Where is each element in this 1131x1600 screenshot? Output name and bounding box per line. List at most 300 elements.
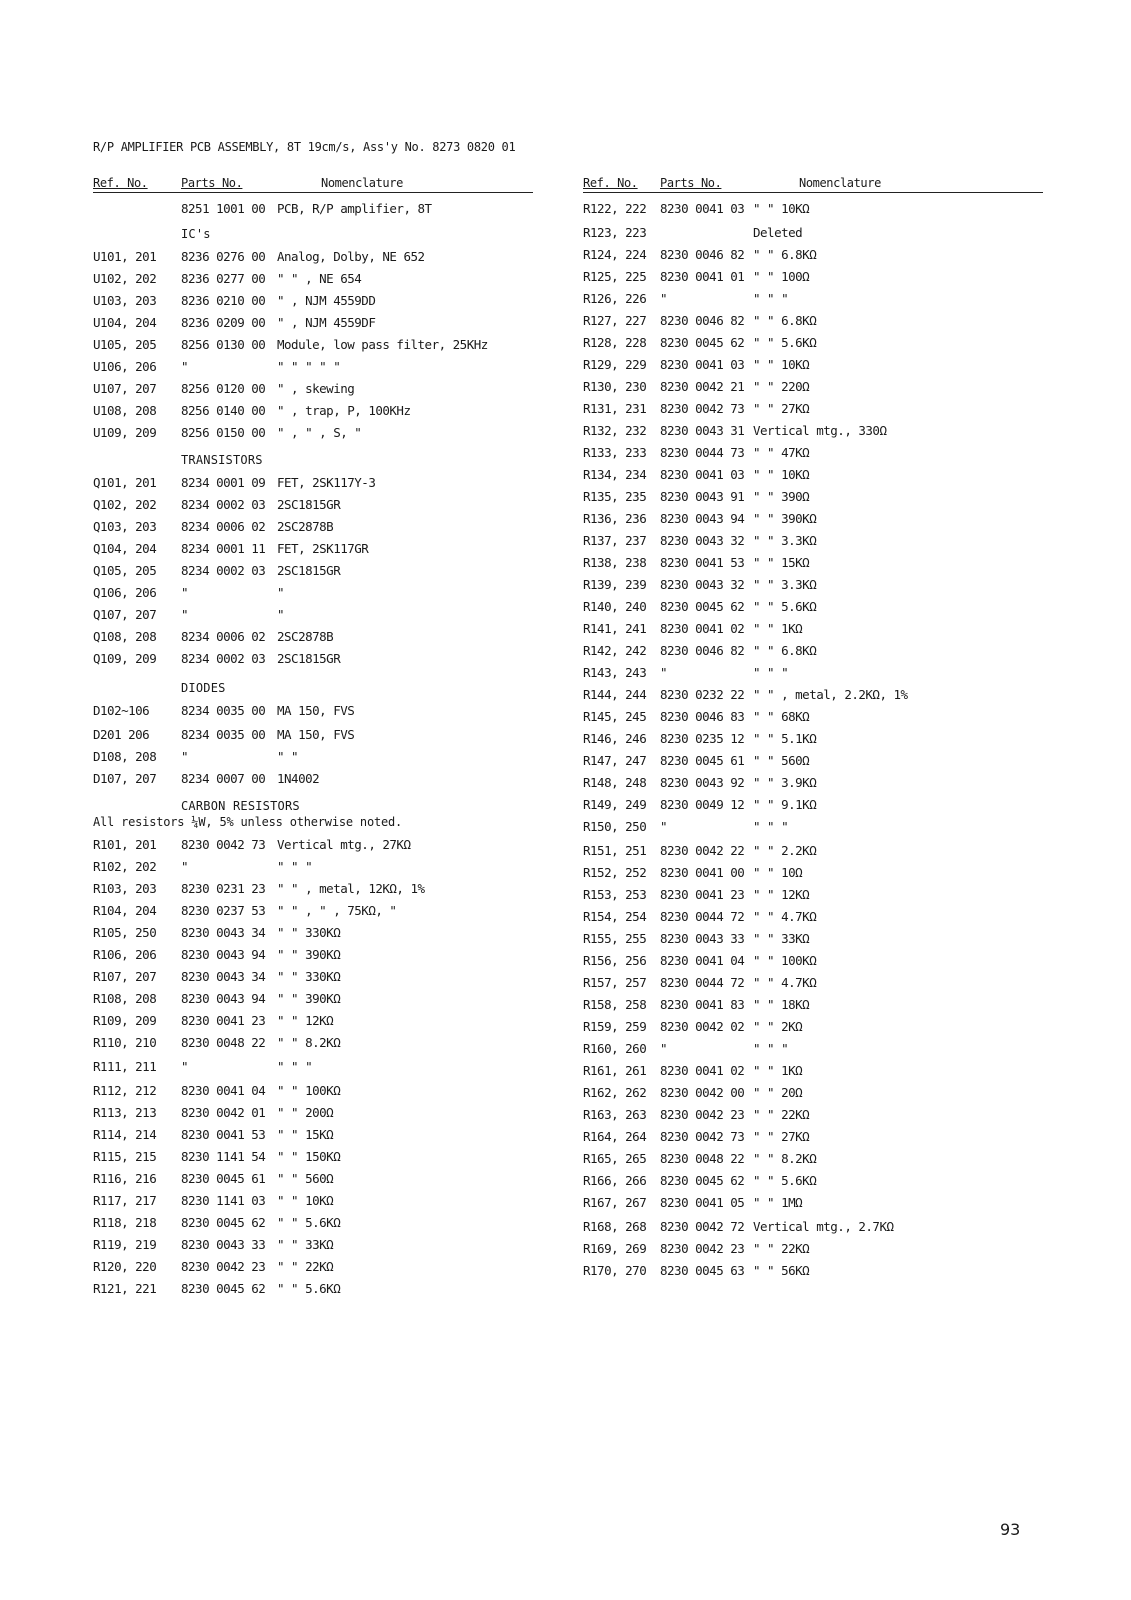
parts-rows-right [583,201,1043,1285]
ref-no: Q109, 209 [93,651,157,666]
parts-row [93,1281,533,1303]
parts-row [93,519,533,541]
ref-no: R106, 206 [93,947,157,962]
ref-no: R158, 258 [583,997,647,1012]
parts-no: 8234 0006 02 [181,519,266,534]
parts-row [93,749,533,771]
parts-row [93,1259,533,1281]
page-title: R/P AMPLIFIER PCB ASSEMBLY, 8T 19cm/s, Ass'y No. 8273 0820 01 [93,140,516,154]
parts-row [583,1195,1043,1219]
parts-row [93,727,533,749]
nomenclature: " " 1KΩ [753,1063,803,1078]
parts-no: 8234 0002 03 [181,563,266,578]
nomenclature: " " 68KΩ [753,709,810,724]
parts-row [93,563,533,585]
ref-no: R128, 228 [583,335,647,350]
ref-no: R150, 250 [583,819,647,834]
nomenclature: " " 4.7KΩ [753,975,817,990]
parts-row [583,269,1043,291]
nomenclature: " " 22KΩ [277,1259,334,1274]
ref-no: R165, 265 [583,1151,647,1166]
parts-no: 8230 0041 04 [660,953,745,968]
nomenclature: Module, low pass filter, 25KHz [277,337,488,352]
parts-no: 8230 0041 03 [660,201,745,216]
nomenclature: " , NJM 4559DF [277,315,376,330]
header-parts-no: Parts No. [181,176,243,190]
nomenclature: " " 6.8KΩ [753,247,817,262]
ref-no: U104, 204 [93,315,157,330]
ref-no: R103, 203 [93,881,157,896]
parts-row [93,629,533,651]
nomenclature: " " 3.3KΩ [753,533,817,548]
parts-row [583,797,1043,819]
nomenclature: " " 2KΩ [753,1019,803,1034]
ref-no: R148, 248 [583,775,647,790]
nomenclature: " " 330KΩ [277,925,341,940]
column-header [93,176,533,193]
header-nomenclature: Nomenclature [799,176,881,190]
parts-no: 8230 0042 23 [181,1259,266,1274]
ref-no: Q103, 203 [93,519,157,534]
nomenclature: 2SC2878B [277,629,334,644]
parts-no: 8230 0041 01 [660,269,745,284]
parts-row [583,1019,1043,1041]
nomenclature: " " " [753,291,789,306]
parts-row [93,337,533,359]
ref-no: R157, 257 [583,975,647,990]
nomenclature: " " 5.6KΩ [753,599,817,614]
ref-no: R111, 211 [93,1059,157,1074]
parts-no: 8230 0045 62 [181,1281,266,1296]
nomenclature: " " " [277,859,313,874]
parts-row [93,1105,533,1127]
ref-no: D102~106 [93,703,150,718]
nomenclature: " " [277,749,299,764]
parts-no: 8236 0209 00 [181,315,266,330]
parts-no: 8234 0006 02 [181,629,266,644]
ref-no: R138, 238 [583,555,647,570]
parts-row [583,909,1043,931]
nomenclature: 2SC1815GR [277,651,341,666]
ref-no: R109, 209 [93,1013,157,1028]
parts-no: 8256 0130 00 [181,337,266,352]
parts-no: 8230 0044 72 [660,975,745,990]
parts-no: 8230 0042 23 [660,1241,745,1256]
parts-no: 8230 0043 33 [181,1237,266,1252]
column-header [583,176,1043,193]
parts-row [93,1059,533,1083]
parts-no: 8230 0046 83 [660,709,745,724]
nomenclature: 2SC2878B [277,519,334,534]
parts-no: 8230 0043 34 [181,925,266,940]
nomenclature: " , skewing [277,381,355,396]
nomenclature: " , NJM 4559DD [277,293,376,308]
header-ref-no: Ref. No. [583,176,638,190]
parts-no: 8230 0043 94 [660,511,745,526]
ref-no: Q104, 204 [93,541,157,556]
nomenclature: " " 27KΩ [753,401,810,416]
ref-no: R130, 230 [583,379,647,394]
parts-row [93,381,533,403]
nomenclature: " " 56KΩ [753,1263,810,1278]
nomenclature: " " 100KΩ [753,953,817,968]
parts-row [93,249,533,271]
parts-list-right-column [583,176,1043,1285]
nomenclature: FET, 2SK117Y-3 [277,475,376,490]
ref-no: R159, 259 [583,1019,647,1034]
parts-row [93,585,533,607]
parts-no: 8236 0210 00 [181,293,266,308]
parts-no: 8256 0140 00 [181,403,266,418]
parts-no: 8230 0045 63 [660,1263,745,1278]
ref-no: R160, 260 [583,1041,647,1056]
parts-no: 8230 0048 22 [181,1035,266,1050]
parts-row [93,703,533,727]
nomenclature: " " 150KΩ [277,1149,341,1164]
nomenclature: " " 3.3KΩ [753,577,817,592]
parts-row [583,445,1043,467]
section-heading: CARBON RESISTORS [181,799,300,813]
parts-no: 8230 0043 32 [660,577,745,592]
parts-no: 8230 0041 02 [660,621,745,636]
parts-row [93,403,533,425]
parts-row [583,489,1043,511]
parts-row [583,225,1043,247]
parts-no: 8230 0041 03 [660,357,745,372]
parts-row [583,1041,1043,1063]
parts-no: 8234 0035 00 [181,727,266,742]
ref-no: U105, 205 [93,337,157,352]
ref-no: Q107, 207 [93,607,157,622]
parts-row [583,1241,1043,1263]
nomenclature: " " " [753,1041,789,1056]
parts-row [93,925,533,947]
parts-no: 8230 0042 22 [660,843,745,858]
ref-no: R151, 251 [583,843,647,858]
ref-no: Q101, 201 [93,475,157,490]
parts-no: 8251 1001 00 [181,201,266,216]
parts-no: 8234 0007 00 [181,771,266,786]
parts-row [583,621,1043,643]
parts-row [93,947,533,969]
parts-no: 8230 0042 73 [181,837,266,852]
parts-no: 8230 0041 00 [660,865,745,880]
parts-row [583,865,1043,887]
parts-row [583,843,1043,865]
ref-no: U107, 207 [93,381,157,396]
parts-no: 8230 0045 61 [660,753,745,768]
nomenclature: MA 150, FVS [277,703,355,718]
nomenclature: " " 6.8KΩ [753,643,817,658]
nomenclature: " " 390KΩ [277,991,341,1006]
parts-row [93,859,533,881]
ref-no: R122, 222 [583,201,647,216]
parts-row [583,1173,1043,1195]
parts-row [93,881,533,903]
parts-row [93,293,533,315]
parts-no: " [181,859,189,874]
ref-no: R101, 201 [93,837,157,852]
parts-row [93,475,533,497]
nomenclature: " [277,585,285,600]
ref-no: D107, 207 [93,771,157,786]
parts-row [583,533,1043,555]
parts-no: 8234 0002 03 [181,497,266,512]
ref-no: R126, 226 [583,291,647,306]
nomenclature: " " " [753,665,789,680]
nomenclature: " " 12KΩ [753,887,810,902]
parts-row [583,775,1043,797]
parts-no: 8230 0041 53 [181,1127,266,1142]
parts-row [583,357,1043,379]
parts-row [583,753,1043,775]
ref-no: All resistors ¼W, 5% unless otherwise noted. [93,815,403,829]
parts-row [583,555,1043,577]
ref-no: R131, 231 [583,401,647,416]
nomenclature: " " 5.6KΩ [753,335,817,350]
section-heading: TRANSISTORS [181,453,263,467]
parts-row [93,969,533,991]
parts-no: 8230 1141 54 [181,1149,266,1164]
nomenclature: " " 100Ω [753,269,810,284]
ref-no: R167, 267 [583,1195,647,1210]
page-number: 93 [1000,1520,1021,1539]
nomenclature: " " 5.6KΩ [277,1215,341,1230]
parts-row [93,425,533,453]
parts-no: 8230 0041 23 [181,1013,266,1028]
parts-no: 8230 0043 92 [660,775,745,790]
parts-row [93,1193,533,1215]
parts-no: 8234 0002 03 [181,651,266,666]
parts-no: 8230 0041 23 [660,887,745,902]
nomenclature: " " 5.6KΩ [277,1281,341,1296]
ref-no: R129, 229 [583,357,647,372]
parts-no: 8230 0042 73 [660,401,745,416]
parts-no: 8230 0041 83 [660,997,745,1012]
parts-no: " [660,1041,668,1056]
ref-no: R164, 264 [583,1129,647,1144]
ref-no: R162, 262 [583,1085,647,1100]
nomenclature: " " " [277,1059,313,1074]
parts-row [583,1151,1043,1173]
parts-no: 8230 0045 62 [660,335,745,350]
parts-no: 8230 0043 32 [660,533,745,548]
parts-no: 8230 0041 04 [181,1083,266,1098]
parts-row [583,643,1043,665]
parts-row [583,975,1043,997]
parts-no: 8230 0045 62 [660,1173,745,1188]
ref-no: R156, 256 [583,953,647,968]
parts-row [93,359,533,381]
parts-no: 8230 0043 94 [181,991,266,1006]
parts-row [583,423,1043,445]
parts-row [583,709,1043,731]
parts-row [93,315,533,337]
parts-row [583,953,1043,975]
parts-row [583,401,1043,423]
parts-no: " [660,819,668,834]
parts-rows-left [93,201,533,1303]
ref-no: U106, 206 [93,359,157,374]
parts-no: 8230 0044 73 [660,445,745,460]
nomenclature: Vertical mtg., 2.7KΩ [753,1219,894,1234]
parts-no: 8230 1141 03 [181,1193,266,1208]
nomenclature: " " 10KΩ [753,201,810,216]
nomenclature: " " 8.2KΩ [753,1151,817,1166]
ref-no: R147, 247 [583,753,647,768]
nomenclature: " " 6.8KΩ [753,313,817,328]
parts-no: 8256 0150 00 [181,425,266,440]
parts-no: 8230 0043 34 [181,969,266,984]
parts-no: 8230 0041 03 [660,467,745,482]
ref-no: R145, 245 [583,709,647,724]
nomenclature: " " 10KΩ [277,1193,334,1208]
ref-no: R124, 224 [583,247,647,262]
parts-no: 8230 0237 53 [181,903,266,918]
section-heading-row [93,681,533,703]
parts-row [583,687,1043,709]
parts-no: 8230 0235 12 [660,731,745,746]
nomenclature: " " 10KΩ [753,357,810,372]
nomenclature: " [277,607,285,622]
parts-no: 8234 0035 00 [181,703,266,718]
ref-no: D201 206 [93,727,150,742]
parts-row [583,819,1043,843]
ref-no: R112, 212 [93,1083,157,1098]
parts-row [93,201,533,227]
parts-row [583,997,1043,1019]
nomenclature: " " 18KΩ [753,997,810,1012]
section-heading-row [93,453,533,475]
ref-no: R114, 214 [93,1127,157,1142]
parts-row [583,1085,1043,1107]
ref-no: R149, 249 [583,797,647,812]
ref-no: R141, 241 [583,621,647,636]
parts-no: 8230 0049 12 [660,797,745,812]
ref-no: R154, 254 [583,909,647,924]
nomenclature: " " 8.2KΩ [277,1035,341,1050]
parts-no: 8236 0276 00 [181,249,266,264]
ref-no: R121, 221 [93,1281,157,1296]
parts-row [93,1237,533,1259]
ref-no: Q106, 206 [93,585,157,600]
parts-row [583,599,1043,621]
ref-no: R134, 234 [583,467,647,482]
nomenclature: FET, 2SK117GR [277,541,369,556]
parts-row [93,1149,533,1171]
ref-no: U108, 208 [93,403,157,418]
parts-no: 8230 0041 53 [660,555,745,570]
nomenclature: " " 9.1KΩ [753,797,817,812]
parts-no: 8230 0048 22 [660,1151,745,1166]
parts-no: 8230 0042 01 [181,1105,266,1120]
nomenclature: " " 10KΩ [753,467,810,482]
header-nomenclature: Nomenclature [321,176,403,190]
nomenclature: 2SC1815GR [277,497,341,512]
parts-row [93,1083,533,1105]
parts-row [583,1107,1043,1129]
parts-no: 8230 0045 61 [181,1171,266,1186]
ref-no: R144, 244 [583,687,647,702]
ref-no: R153, 253 [583,887,647,902]
parts-row [583,577,1043,599]
ref-no: R137, 237 [583,533,647,548]
ref-no: R136, 236 [583,511,647,526]
ref-no: R120, 220 [93,1259,157,1274]
parts-row [93,1171,533,1193]
parts-row [583,665,1043,687]
nomenclature: " " 33KΩ [753,931,810,946]
ref-no: R119, 219 [93,1237,157,1252]
parts-no: 8230 0045 62 [660,599,745,614]
parts-no: 8230 0043 91 [660,489,745,504]
parts-no: 8234 0001 09 [181,475,266,490]
parts-row [93,651,533,681]
parts-row [583,931,1043,953]
parts-no: " [660,665,668,680]
ref-no: R155, 255 [583,931,647,946]
parts-row [93,607,533,629]
parts-list-left-column [93,176,533,1303]
parts-row [583,1063,1043,1085]
nomenclature: " " 22KΩ [753,1241,810,1256]
parts-no: 8230 0044 72 [660,909,745,924]
section-heading: IC's [181,227,211,241]
parts-no: " [181,359,189,374]
parts-no: 8230 0043 33 [660,931,745,946]
parts-row [93,1127,533,1149]
ref-no: R107, 207 [93,969,157,984]
parts-no: 8230 0041 05 [660,1195,745,1210]
parts-no: 8230 0042 72 [660,1219,745,1234]
ref-no: R146, 246 [583,731,647,746]
nomenclature: " " 100KΩ [277,1083,341,1098]
section-heading-row [93,227,533,249]
nomenclature: " " 3.9KΩ [753,775,817,790]
nomenclature: Vertical mtg., 330Ω [753,423,887,438]
ref-no: R127, 227 [583,313,647,328]
parts-row [583,201,1043,225]
parts-row [93,991,533,1013]
ref-no: R142, 242 [583,643,647,658]
nomenclature: " " 1MΩ [753,1195,803,1210]
ref-no: R170, 270 [583,1263,647,1278]
nomenclature: Vertical mtg., 27KΩ [277,837,411,852]
nomenclature: " " 390KΩ [753,511,817,526]
ref-no: U102, 202 [93,271,157,286]
ref-no: R168, 268 [583,1219,647,1234]
ref-no: U103, 203 [93,293,157,308]
parts-row [583,379,1043,401]
ref-no: R116, 216 [93,1171,157,1186]
parts-row [583,291,1043,313]
parts-no: " [181,607,189,622]
parts-no: 8230 0042 02 [660,1019,745,1034]
parts-no: " [181,585,189,600]
parts-no: 8256 0120 00 [181,381,266,396]
nomenclature: " " 560Ω [277,1171,334,1186]
parts-row [93,1035,533,1059]
nomenclature: " " 12KΩ [277,1013,334,1028]
nomenclature: " " 47KΩ [753,445,810,460]
ref-no: R166, 266 [583,1173,647,1188]
parts-no: 8236 0277 00 [181,271,266,286]
nomenclature: " " 5.6KΩ [753,1173,817,1188]
ref-no: R125, 225 [583,269,647,284]
nomenclature: " " , metal, 2.2KΩ, 1% [753,687,908,702]
parts-row [583,1263,1043,1285]
section-heading: DIODES [181,681,226,695]
